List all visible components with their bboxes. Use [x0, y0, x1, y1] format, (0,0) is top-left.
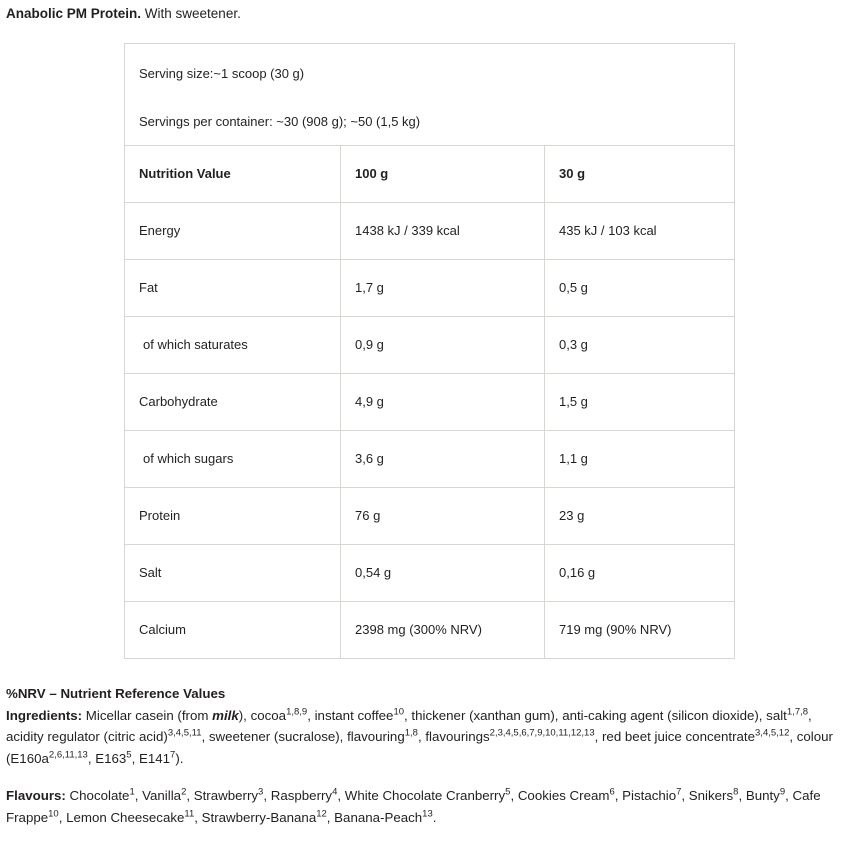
table-row	[125, 488, 735, 545]
nutrient-name: Energy	[125, 203, 341, 260]
nutrition-document	[0, 5, 856, 859]
flavours-text: Chocolate$^1$, Vanilla$^2$, Strawberry$^3$, Raspberry$^4$, White Chocolate Cranberry$^5$, Cookies Cream$^6$, Pistachio$^7$, Snikers$^8$, Bunty$^9$, Cafe Frappe$^{10}$, Lemon Cheesecake$^{11}$, Strawberry-Banana$^{12}$, Banana-Peach$^{13}$.	[6, 786, 821, 825]
nutrient-name: of which saturates	[125, 317, 341, 374]
nutrient-name: Fat	[125, 260, 341, 317]
nutrient-name: of which sugars	[125, 431, 341, 488]
nutrient-value-100g: 2398 mg (300% NRV)	[341, 602, 545, 659]
ingredients-label: Ingredients:	[6, 707, 83, 723]
nutrition-table	[124, 43, 735, 659]
ingredients-paragraph	[6, 705, 850, 770]
nutrient-value-30g: 435 kJ / 103 kcal	[545, 203, 735, 260]
footer-notes	[6, 683, 850, 828]
serving-info-cell	[125, 44, 735, 146]
nutrient-value-30g: 1,1 g	[545, 431, 735, 488]
nutrient-value-30g: 0,16 g	[545, 545, 735, 602]
table-row	[125, 317, 735, 374]
nutrient-name: Calcium	[125, 602, 341, 659]
ingredients-text: Micellar casein (from milk), cocoa$^{1,8,9}$, instant coffee$^{10}$, thickener (xanthan gum), anti-caking agent (silicon dioxide), salt$^{1,7,8}$, acidity regulator (citric acid)$^{3,4,5,11}$, sweetener (sucralose), flavouring$^{1,8}$, flavourings$^{2,3,4,5,6,7,9,10,11,12,13}$, red beet juice concentrate$^{3,4,5,12}$, colour ($E160a^{2,6,11,13}$, $E163^5$, $E141^7$).	[6, 706, 833, 766]
nutrient-name: Carbohydrate	[125, 374, 341, 431]
nutrient-value-30g: 1,5 g	[545, 374, 735, 431]
product-name: Anabolic PM Protein.	[6, 6, 142, 21]
table-row	[125, 431, 735, 488]
nutrient-value-30g: 0,3 g	[545, 317, 735, 374]
nutrient-value-100g: 4,9 g	[341, 374, 545, 431]
serving-info-row	[125, 44, 735, 146]
nutrient-value-100g: 0,9 g	[341, 317, 545, 374]
column-header-100g: 100 g	[341, 146, 545, 203]
nutrient-value-30g: 719 mg (90% NRV)	[545, 602, 735, 659]
servings-per-container: Servings per container: ~30 (908 g); ~50 (1,5 kg)	[139, 113, 421, 129]
table-header-row	[125, 146, 735, 203]
nutrient-value-30g: 23 g	[545, 488, 735, 545]
milk-allergen: milk	[212, 707, 239, 723]
nutrient-name: Salt	[125, 545, 341, 602]
column-header-30g: 30 g	[545, 146, 735, 203]
flavours-label: Flavours:	[6, 788, 66, 804]
table-row	[125, 260, 735, 317]
nutrient-value-30g: 0,5 g	[545, 260, 735, 317]
nrv-heading: %NRV – Nutrient Reference Values	[6, 686, 226, 702]
nutrient-value-100g: 76 g	[341, 488, 545, 545]
table-row	[125, 374, 735, 431]
product-subtitle: With sweetener.	[144, 6, 241, 21]
nutrient-name: Protein	[125, 488, 341, 545]
table-row	[125, 602, 735, 659]
flavours-paragraph	[6, 785, 850, 828]
serving-size: Serving size:~1 scoop (30 g)	[139, 66, 305, 82]
table-row	[125, 545, 735, 602]
nutrient-value-100g: 0,54 g	[341, 545, 545, 602]
table-row	[125, 203, 735, 260]
nutrition-table-wrapper	[124, 43, 734, 659]
column-header-nutrition-value: Nutrition Value	[125, 146, 341, 203]
page-title	[6, 5, 850, 23]
nutrient-value-100g: 3,6 g	[341, 431, 545, 488]
nutrient-value-100g: 1,7 g	[341, 260, 545, 317]
nutrient-value-100g: 1438 kJ / 339 kcal	[341, 203, 545, 260]
